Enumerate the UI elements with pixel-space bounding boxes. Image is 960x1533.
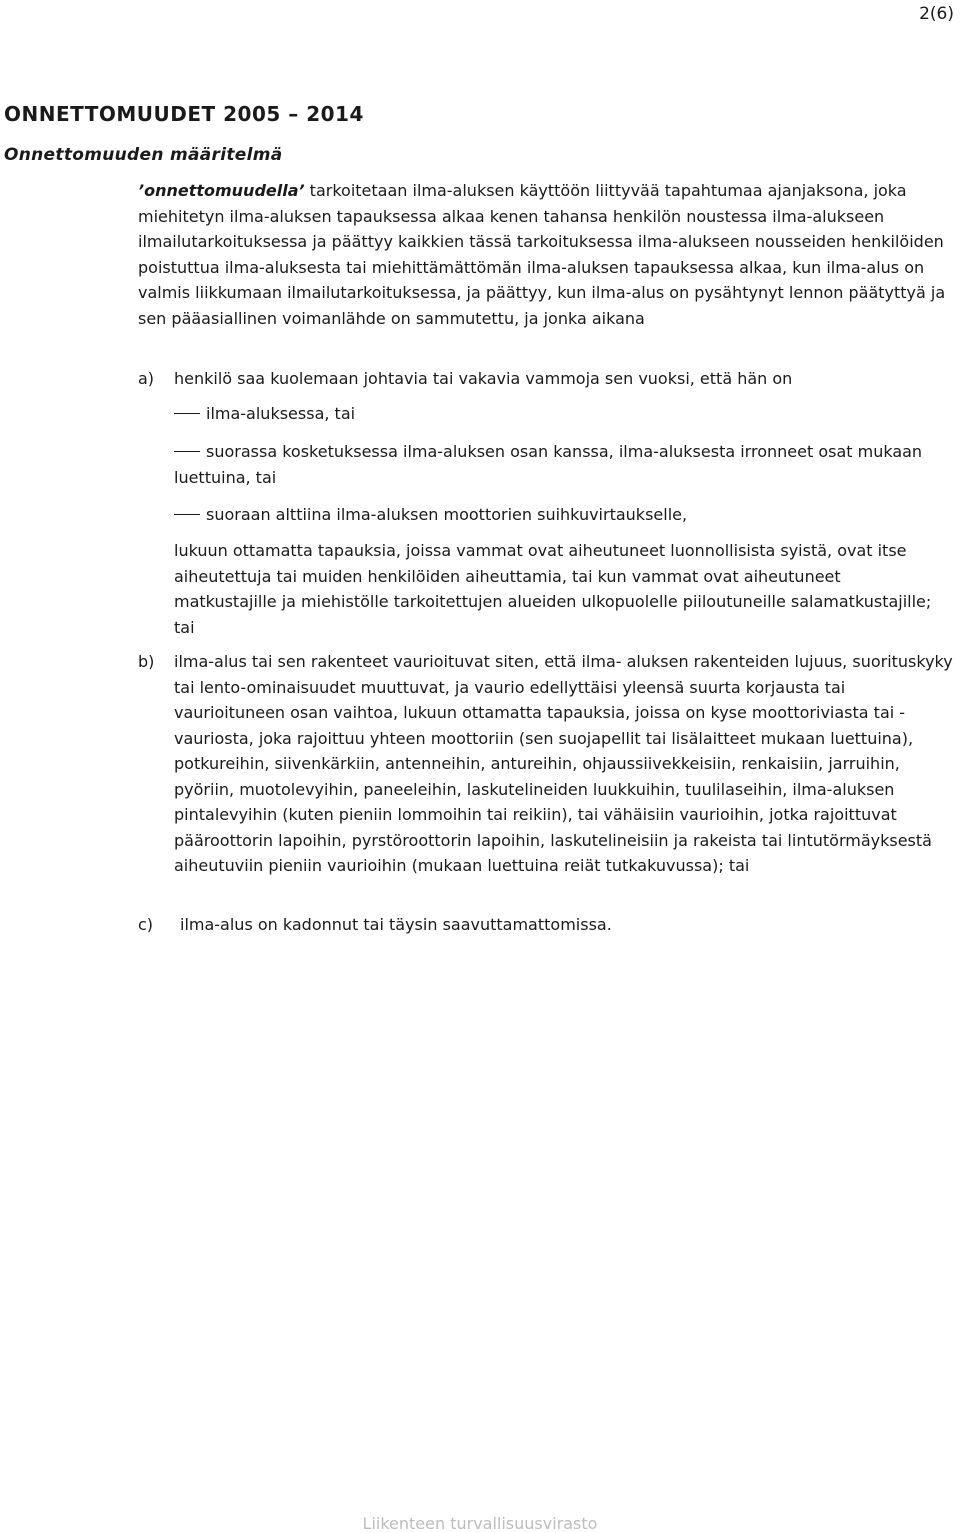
dash-item-text: suoraan alttiina ilma-aluksen moottorien suihkuvirtaukselle,	[206, 505, 688, 524]
definition-text: tarkoitetaan ilma-aluksen käyttöön liittyvää tapahtumaa ajanjaksona, joka miehitetyn ilma-aluksen tapauksessa alkaa kenen tahansa henkilön noustessa ilma-alukseen ilmailutarkoituksessa ja päättyy kaikkien tässä tarkoituksessa ilma-alukseen nousseiden henkilöiden poistuttua ilma-aluksesta tai miehittämättömän ilma-aluksen tapauksessa alkaa, kun ilma-alus on valmis liikkumaan ilmailutarkoituksessa, ja päättyy, kun ilma-alus on pysähtynyt lennon päätyttyä ja sen pääasiallinen voimanlähde on sammutettu, ja jonka aikana	[138, 181, 946, 328]
item-c-text: ilma-alus on kadonnut tai täysin saavuttamattomissa.	[180, 915, 612, 934]
item-a-label: a)	[138, 369, 155, 388]
page-title: ONNETTOMUUDET 2005 – 2014	[4, 102, 364, 126]
footer-agency-name: Liikenteen turvallisuusvirasto	[362, 1514, 598, 1533]
dash-item	[174, 439, 949, 490]
item-b-label: b)	[138, 652, 155, 671]
item-c-label: c)	[138, 915, 154, 934]
dash-item-text: ilma-aluksessa, tai	[206, 404, 356, 423]
item-b-text: ilma-alus tai sen rakenteet vaurioituvat siten, että ilma- aluksen rakenteiden lujuus, suorituskyky tai lento-ominaisuudet muuttuvat, ja vaurio edellyttäisi yleensä suurta korjausta tai vaurioituneen osan vaihtoa, lukuun ottamatta tapauksia, joissa on kyse moottoriviasta tai -vauriosta, joka rajoittuu yhteen moottoriin (sen suojapellit tai lisälaitteet mukaan luettuina), potkureihin, siivenkärkiin, antenneihin, antureihin, ohjaussiivekkeisiin, renkaisiin, jarruihin, pyöriin, muotolevyihin, paneeleihin, laskutelineiden luukkuihin, tuulilaseihin, ilma-aluksen pintalevyihin (kuten pieniin lommoihin tai reikiin), tai vähäisiin vaurioihin, jotka rajoittuvat pääroottorin lapoihin, pyrstöroottorin lapoihin, laskutelineisiin ja rakeista tai lintutörmäyksestä aiheutuviin pieniin vaurioihin (mukaan luettuina reiät tutkakuvussa); tai	[174, 652, 953, 875]
page-number: 2(6)	[919, 4, 954, 24]
defined-term: ’onnettomuudella’	[138, 181, 305, 200]
dash-item	[174, 401, 944, 427]
dash-bullet	[174, 514, 200, 515]
dash-bullet	[174, 413, 200, 414]
item-a-exception: lukuun ottamatta tapauksia, joissa vammat ovat aiheutuneet luonnollisista syistä, ovat itse aiheutettuja tai muiden henkilöiden aiheuttamia, tai kun vammat ovat aiheutuneet matkustajille ja miehistölle tarkoitettujen alueiden ulkopuolelle piiloutuneille salamatkustajille; tai	[174, 541, 932, 637]
dash-item-text: suorassa kosketuksessa ilma-aluksen osan kanssa, ilma-aluksesta irronneet osat mukaan luettuina, tai	[174, 442, 923, 487]
dash-bullet	[174, 451, 200, 452]
item-a-text: henkilö saa kuolemaan johtavia tai vakavia vammoja sen vuoksi, että hän on	[174, 369, 793, 388]
dash-item	[174, 502, 944, 528]
section-subtitle: Onnettomuuden määritelmä	[4, 145, 283, 165]
definition-paragraph	[138, 178, 956, 331]
